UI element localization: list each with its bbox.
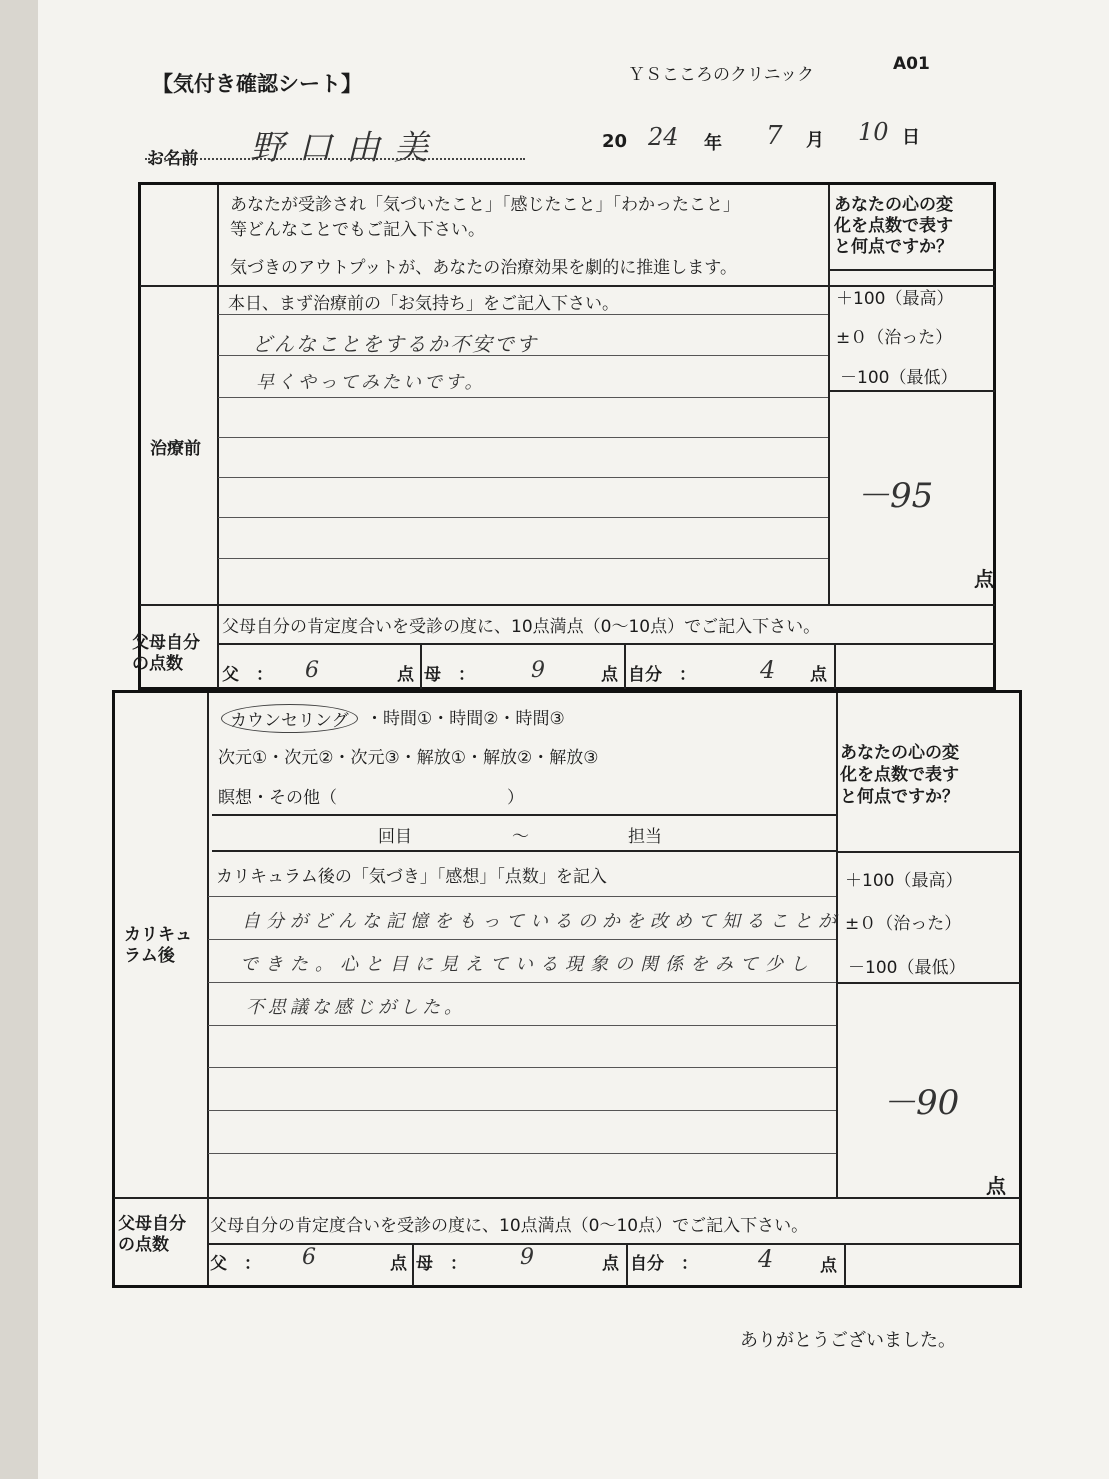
option-counseling-circled[interactable]: カウンセリング bbox=[221, 704, 358, 733]
curriculum-label-1: カリキュ bbox=[124, 925, 192, 945]
score-question-line-1: あなたの心の変 bbox=[834, 195, 953, 215]
score-question-line-2: 化を点数で表す bbox=[840, 765, 959, 785]
scale-bottom: －100（最低） bbox=[848, 958, 966, 978]
options-line-2: 次元①・次元②・次元③・解放①・解放②・解放③ bbox=[218, 748, 599, 768]
intro-line-3: 気づきのアウトプットが、あなたの治療効果を劇的に推進します。 bbox=[230, 258, 737, 278]
parent-score-label-1: 父母自分 bbox=[118, 1214, 186, 1234]
date-prefix: 20 bbox=[602, 131, 628, 152]
day-value[interactable]: 10 bbox=[858, 118, 889, 146]
parent-score-label-1: 父母自分 bbox=[132, 633, 200, 653]
year-value[interactable]: 24 bbox=[648, 123, 679, 151]
scale-mid: ±０（治った） bbox=[845, 914, 962, 934]
self-label: 自分 ： bbox=[630, 1254, 698, 1274]
before-treatment-prompt: 本日、まず治療前の「お気持ち」をご記入下さい。 bbox=[228, 294, 619, 314]
scale-mid: ±０（治った） bbox=[836, 328, 953, 348]
self-score[interactable]: 4 bbox=[760, 656, 776, 684]
thanks-message: ありがとうございました。 bbox=[740, 1330, 956, 1351]
father-label: 父 ： bbox=[210, 1254, 261, 1274]
month-label: 月 bbox=[806, 130, 824, 151]
intro-line-1: あなたが受診され「気づいたこと」「感じたこと」「わかったこと」 bbox=[230, 195, 740, 215]
intro-line-2: 等どんなことでもご記入下さい。 bbox=[230, 220, 485, 240]
year-label: 年 bbox=[704, 133, 722, 154]
curriculum-label-2: ラム後 bbox=[124, 946, 175, 966]
scale-top: ＋100（最高） bbox=[845, 871, 963, 891]
self-unit: 点 bbox=[810, 665, 827, 685]
before-entry-line[interactable]: どんなことをするか不安です bbox=[252, 332, 538, 356]
self-unit: 点 bbox=[820, 1256, 837, 1276]
curriculum-entry-line[interactable]: 自分がどんな記憶をもっているのかを改めて知ることが bbox=[242, 911, 842, 932]
mother-label: 母 ： bbox=[416, 1254, 467, 1274]
before-score-unit: 点 bbox=[974, 567, 994, 591]
score-question-line-3: と何点ですか？ bbox=[834, 237, 953, 257]
day-label: 日 bbox=[902, 127, 920, 148]
sheet-code: A01 bbox=[893, 54, 930, 74]
score-question-line-1: あなたの心の変 bbox=[840, 743, 959, 763]
score-question-line-3: と何点ですか？ bbox=[840, 787, 959, 807]
clinic-name: ＹＳこころのクリニック bbox=[628, 65, 814, 85]
before-score-value[interactable]: －95 bbox=[856, 476, 934, 516]
father-score[interactable]: 6 bbox=[302, 1245, 316, 1270]
parent-score-instruction: 父母自分の肯定度合いを受診の度に、10点満点（0～10点）でご記入下さい。 bbox=[222, 617, 821, 637]
name-underline bbox=[145, 158, 525, 160]
name-label: お名前 bbox=[147, 149, 198, 169]
session-tilde: ～ bbox=[512, 827, 529, 847]
self-label: 自分 ： bbox=[628, 665, 696, 685]
parent-score-instruction: 父母自分の肯定度合いを受診の度に、10点満点（0～10点）でご記入下さい。 bbox=[210, 1216, 809, 1236]
curriculum-score-value[interactable]: －90 bbox=[882, 1083, 960, 1123]
session-staff: 担当 bbox=[628, 827, 662, 847]
curriculum-entry-line[interactable]: 不思議な感じがした。 bbox=[246, 997, 466, 1018]
parent-score-label-2: の点数 bbox=[132, 654, 183, 674]
mother-unit: 点 bbox=[602, 1254, 619, 1274]
month-value[interactable]: 7 bbox=[766, 121, 783, 151]
scale-top: ＋100（最高） bbox=[836, 289, 954, 309]
curriculum-score-unit: 点 bbox=[986, 1174, 1006, 1198]
father-score[interactable]: 6 bbox=[305, 658, 319, 683]
sheet-title: 【気付き確認シート】 bbox=[152, 72, 362, 96]
session-times: 回目 bbox=[378, 827, 412, 847]
before-treatment-label: 治療前 bbox=[150, 439, 201, 459]
mother-score[interactable]: 9 bbox=[531, 658, 545, 683]
mother-score[interactable]: 9 bbox=[520, 1245, 534, 1270]
name-value[interactable]: 野口由美 bbox=[250, 128, 442, 168]
before-entry-line[interactable]: 早くやってみたいです。 bbox=[256, 372, 486, 393]
scale-bottom: －100（最低） bbox=[840, 368, 958, 388]
mother-unit: 点 bbox=[601, 665, 618, 685]
self-score[interactable]: 4 bbox=[758, 1245, 774, 1273]
parent-score-label-2: の点数 bbox=[118, 1235, 169, 1255]
options-line-3: 瞑想・その他（ ） bbox=[218, 788, 524, 808]
father-unit: 点 bbox=[390, 1254, 407, 1274]
curriculum-prompt: カリキュラム後の「気づき」「感想」「点数」を記入 bbox=[216, 867, 607, 887]
mother-label: 母 ： bbox=[424, 665, 475, 685]
options-line-1: ・時間①・時間②・時間③ bbox=[366, 709, 565, 729]
curriculum-entry-line[interactable]: できた。心と目に見えている現象の関係をみて少し bbox=[240, 954, 815, 975]
father-label: 父 ： bbox=[222, 665, 273, 685]
score-question-line-2: 化を点数で表す bbox=[834, 216, 953, 236]
father-unit: 点 bbox=[397, 665, 414, 685]
